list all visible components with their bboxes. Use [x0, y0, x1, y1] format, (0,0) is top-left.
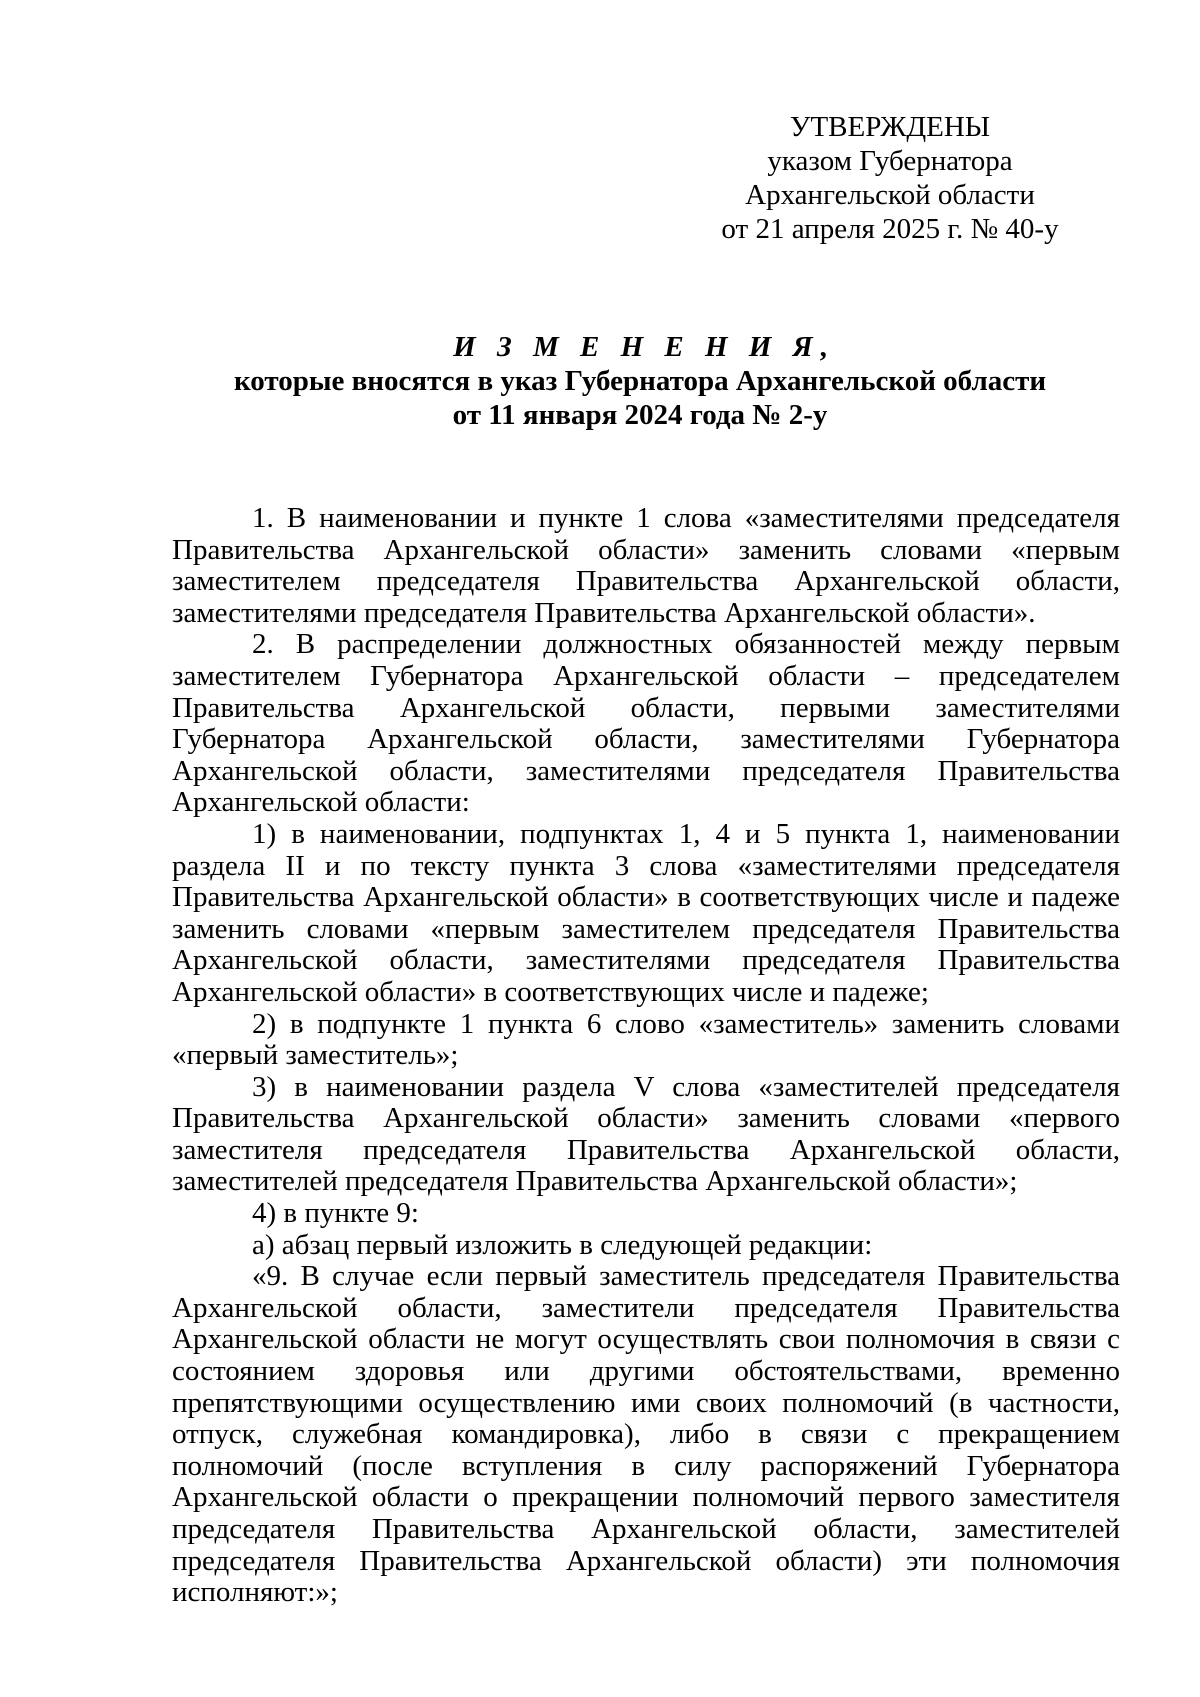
document-body	[172, 503, 1120, 1609]
paragraph-item-1: 1. В наименовании и пункте 1 слова «заместителями председателя Правительства Архангельской области» заменить словами «первым заместителем председателя Правительства Архангельской области, заместителями председателя Правительства Архангельской области».	[172, 502, 1120, 629]
document-title-comma: ,	[819, 331, 827, 363]
document-subtitle-date: от 11 января 2024 года № 2-у	[452, 399, 828, 431]
paragraph-quoted-item-9: «9. В случае если первый заместитель председателя Правительства Архангельской области, заместители председателя Правительства Архангельской области не могут осуществлять свои полномочия в связи с состоянием здоровья или другими обстоятельствами, временно препятствующими осуществлению ими своих полномочий (в частности, отпуск, служебная командировка), либо в связи с прекращением полномочий (после вступления в силу распоряжений Губернатора Архангельской области о прекращении полномочий первого заместителя председателя Правительства Архангельской области, заместителей председателя Правительства Архангельской области) эти полномочия исполняют:»;	[172, 1260, 1120, 1609]
paragraph-subitem-4a: а) абзац первый изложить в следующей редакции:	[252, 1228, 873, 1261]
approval-stamp	[700, 110, 1080, 246]
document-title: И З М Е Н Е Н И Я	[453, 331, 820, 363]
paragraph-item-2: 2. В распределении должностных обязанностей между первым заместителем Губернатора Архангельской области – председателем Правительства Архангельской области, первыми заместителями Губернатора Архангельской области, заместителями Губернатора Архангельской области, заместителями председателя Правительства Архангельской области:	[172, 628, 1120, 819]
approval-issuer: указом Губернатора	[767, 145, 1013, 177]
approval-region: Архангельской области	[745, 179, 1035, 211]
paragraph-subitem-1: 1) в наименовании, подпунктах 1, 4 и 5 пункта 1, наименовании раздела II и по тексту пункта 3 слова «заместителями председателя Правительства Архангельской области» в соответствующих числе и падеже заменить словами «первым заместителем председателя Правительства Архангельской области, заместителями председателя Правительства Архангельской области» в соответствующих числе и падеже;	[172, 817, 1120, 1008]
paragraph-subitem-3: 3) в наименовании раздела V слова «заместителей председателя Правительства Архангельской области» заменить словами «первого заместителя председателя Правительства Архангельской области, заместителей председателя Правительства Архангельской области»;	[172, 1070, 1120, 1198]
document-title-line	[170, 330, 1110, 364]
paragraph-subitem-4: 4) в пункте 9:	[252, 1197, 419, 1230]
approval-date: от 21 апреля 2025 г. № 40-у	[721, 213, 1059, 245]
document-heading	[170, 330, 1110, 432]
paragraph-subitem-2: 2) в подпункте 1 пункта 6 слово «заместитель» заменить словами «первый заместитель»;	[172, 1007, 1120, 1072]
approval-title: УТВЕРЖДЕНЫ	[789, 111, 991, 143]
document-subtitle: которые вносятся в указ Губернатора Архангельской области	[233, 365, 1047, 397]
